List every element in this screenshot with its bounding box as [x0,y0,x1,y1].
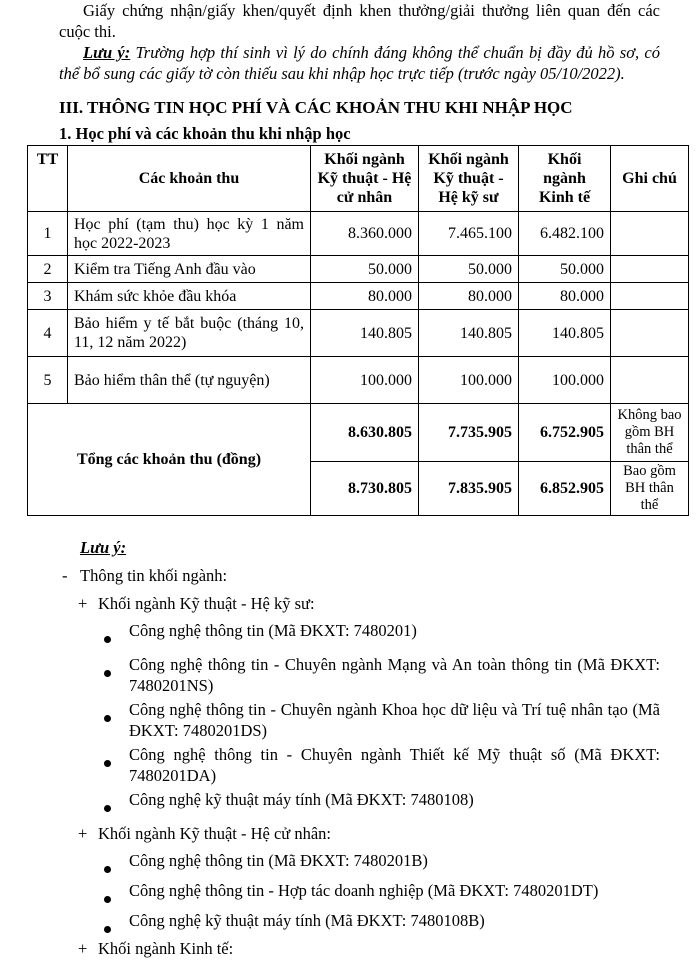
row-item: Học phí (tạm thu) học kỳ 1 năm học 2022-2023 [68,212,311,256]
table-row [28,310,689,357]
row-note [611,256,689,283]
row-col3: 100.000 [519,357,611,404]
total-col2: 7.735.905 [419,404,519,462]
dash-item: Thông tin khối ngành: [80,566,228,585]
table-row [28,283,689,310]
row-col3: 50.000 [519,256,611,283]
fees-table [27,145,689,516]
row-note [611,310,689,357]
row-tt: 5 [28,357,68,404]
list-item: Công nghệ thông tin (Mã ĐKXT: 7480201) [129,621,417,640]
total-col3: 6.852.905 [519,462,611,516]
total-col1: 8.730.805 [311,462,419,516]
bullet-icon [104,796,111,817]
row-col1: 8.360.000 [311,212,419,256]
intro-note [59,42,660,84]
total-label: Tổng các khoản thu (đồng) [28,404,311,516]
notes-label: Lưu ý: [80,538,127,557]
row-col3: 6.482.100 [519,212,611,256]
header-col1: Khối ngành Kỹ thuật - Hệ cử nhân [311,146,419,212]
row-col1: 50.000 [311,256,419,283]
row-tt: 4 [28,310,68,357]
total-note: Không bao gồm BH thân thể [611,404,689,462]
list-item: Công nghệ thông tin - Chuyên ngành Mạng và An toàn thông tin (Mã ĐKXT: 7480201NS) [129,655,660,695]
row-col1: 100.000 [311,357,419,404]
total-note: Bao gồm BH thân thể [611,462,689,516]
row-item: Kiểm tra Tiếng Anh đầu vào [68,256,311,283]
intro-note-text: Trường hợp thí sinh vì lý do chính đáng không thể chuẩn bị đầy đủ hồ sơ, có thể bổ sung các giấy tờ còn thiếu sau khi nhập học trực tiếp (trước ngày 05/10/2022). [59,43,660,83]
header-note: Ghi chú [611,146,689,212]
total-col3: 6.752.905 [519,404,611,462]
total-col1: 8.630.805 [311,404,419,462]
bullet-icon [104,887,111,908]
list-item: Công nghệ thông tin - Hợp tác doanh nghiệp (Mã ĐKXT: 7480201DT) [129,881,599,900]
row-tt: 1 [28,212,68,256]
header-col3: Khối ngành Kinh tế [519,146,611,212]
bullet-icon [104,857,111,878]
row-item: Khám sức khỏe đầu khóa [68,283,311,310]
plus-marker: + [78,594,88,613]
plus-marker: + [78,824,88,843]
header-tt: TT [28,146,68,212]
row-col1: 140.805 [311,310,419,357]
table-row [28,256,689,283]
subsection-title: 1. Học phí và các khoản thu khi nhập học [59,124,351,143]
row-col3: 140.805 [519,310,611,357]
table-row [28,212,689,256]
bullet-icon [104,751,111,772]
intro-paragraph: Giấy chứng nhận/giấy khen/quyết định khen thưởng/giải thưởng liên quan đến các cuộc thi. [59,1,660,41]
row-col2: 80.000 [419,283,519,310]
group-title: Khối ngành Kỹ thuật - Hệ cử nhân: [98,824,332,843]
row-note [611,357,689,404]
bullet-icon [104,917,111,938]
row-col2: 7.465.100 [419,212,519,256]
header-item: Các khoản thu [68,146,311,212]
list-item: Công nghệ kỹ thuật máy tính (Mã ĐKXT: 7480108B) [129,911,485,930]
list-item: Công nghệ kỹ thuật máy tính (Mã ĐKXT: 7480108) [129,790,474,809]
row-col2: 140.805 [419,310,519,357]
row-note [611,212,689,256]
header-col2: Khối ngành Kỹ thuật - Hệ kỹ sư [419,146,519,212]
table-header-row [28,146,689,212]
bullet-icon [104,706,111,727]
list-item: Công nghệ thông tin - Chuyên ngành Thiết kế Mỹ thuật số (Mã ĐKXT: 7480201DA) [129,745,660,785]
row-col2: 50.000 [419,256,519,283]
group-title: Khối ngành Kinh tế: [98,939,234,958]
row-note [611,283,689,310]
dash-marker: - [62,566,68,585]
row-item: Bảo hiểm y tế bắt buộc (tháng 10, 11, 12 năm 2022) [68,310,311,357]
row-tt: 3 [28,283,68,310]
total-col2: 7.835.905 [419,462,519,516]
bullet-icon [104,627,111,648]
total-row [28,404,689,462]
list-item: Công nghệ thông tin (Mã ĐKXT: 7480201B) [129,851,428,870]
row-col1: 80.000 [311,283,419,310]
table-row [28,357,689,404]
bullet-icon [104,661,111,682]
section-title: III. THÔNG TIN HỌC PHÍ VÀ CÁC KHOẢN THU KHI NHẬP HỌC [59,98,573,117]
row-col3: 80.000 [519,283,611,310]
row-col2: 100.000 [419,357,519,404]
row-item: Bảo hiểm thân thể (tự nguyện) [68,357,311,404]
plus-marker: + [78,939,88,958]
row-tt: 2 [28,256,68,283]
intro-note-label: Lưu ý: [83,43,131,62]
list-item: Công nghệ thông tin - Chuyên ngành Khoa học dữ liệu và Trí tuệ nhân tạo (Mã ĐKXT: 7480201DS) [129,700,660,740]
group-title: Khối ngành Kỹ thuật - Hệ kỹ sư: [98,594,315,613]
